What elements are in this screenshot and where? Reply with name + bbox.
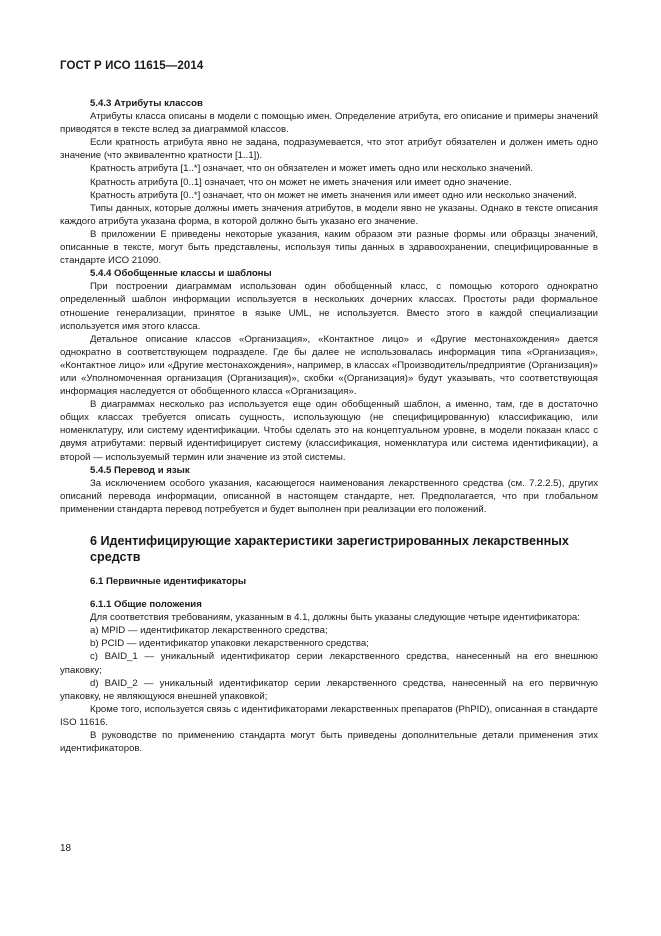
page-content [60, 97, 598, 755]
list-item: b) PCID — идентификатор упаковки лекарственного средства; [90, 638, 369, 650]
paragraph: Кратность атрибута [0..1] означает, что он может не иметь значения или имеет одно значение. [90, 176, 512, 188]
section-heading-6: 6 Идентифицирующие характеристики зарегистрированных лекарственных средств [90, 534, 569, 564]
section-heading-5-4-3: 5.4.3 Атрибуты классов [90, 98, 203, 109]
list-item: c) BAID_1 — уникальный идентификатор серии лекарственного средства, нанесенный на его внешнюю упаковку; [60, 651, 598, 676]
section-heading-5-4-4: 5.4.4 Обобщенные классы и шаблоны [90, 268, 272, 280]
paragraph: Типы данных, которые должны иметь значения атрибутов, в модели явно не указаны. Однако в тексте описания каждого атрибута указана форма, в которой должно быть указано его значение. [60, 202, 598, 227]
list-item: d) BAID_2 — уникальный идентификатор серии лекарственного средства, нанесенный на его первичную упаковку, не являющуюся внешней упаковкой; [60, 677, 598, 702]
section-heading-6-1-1: 6.1.1 Общие положения [90, 599, 202, 611]
paragraph: В диаграммах несколько раз используется еще один обобщенный шаблон, а именно, там, где в достаточно общих классах требуется описать сущность, использующую (не специфицированную) классификацию, или номенклатуру, или систему идентификации. Чтобы сделать это на концептуальном уровне, в модели показан класс с двумя атрибутами: первый идентифицирует систему (классификация, номенклатура или система идентификации), а второй — используемый термин или значение из этой системы. [60, 399, 598, 463]
paragraph: В приложении Е приведены некоторые указания, каким образом эти разные формы или образцы значений, описанные в тексте, могут быть представлены, используя типы данных в здравоохранении, специфицированные в стандарте ИСО 21090. [60, 228, 598, 267]
paragraph: Кратность атрибута [0..*] означает, что он может не иметь значения или имеет одно или несколько значений. [90, 189, 577, 201]
paragraph: Если кратность атрибута явно не задана, подразумевается, что этот атрибут обязателен и должен иметь одно значение (что эквивалентно кратности [1..1]). [60, 137, 598, 162]
section-heading-6-1: 6.1 Первичные идентификаторы [90, 576, 247, 587]
list-item: a) MPID — идентификатор лекарственного средства; [90, 625, 328, 637]
paragraph: При построении диаграммам использован один обобщенный класс, с помощью которого однократно определенный шаблон информации используется в нескольких дочерних классах. Простоты ради формальное отношение генерализации, принятое в языке UML, не используется. Вместо этого в каждой специализации используется имя этого класса. [60, 281, 598, 332]
paragraph: Для соответствия требованиям, указанным в 4.1, должны быть указаны следующие четыре идентификатора: [90, 612, 580, 624]
page-number: 18 [60, 843, 72, 854]
paragraph: Кратность атрибута [1..*] означает, что он обязателен и может иметь одно или несколько значений. [90, 163, 534, 175]
paragraph: Атрибуты класса описаны в модели с помощью имен. Определение атрибута, его описание и примеры значений приводятся в тексте вслед за диаграммой классов. [60, 111, 598, 136]
paragraph: За исключением особого указания, касающегося наименования лекарственного средства (см. 7.2.2.5), других описаний перевода информации, описанной в настоящем стандарте, нет. Предполагается, что при глобальном применении стандарта перевод потребуется и будет выполнен при реализации его положений. [60, 477, 598, 515]
document-header: ГОСТ Р ИСО 11615—2014 [60, 60, 204, 72]
section-heading-5-4-5: 5.4.5 Перевод и язык [90, 464, 190, 476]
paragraph: Кроме того, используется связь с идентификаторами лекарственных препаратов (PhPID), описанная в стандарте ISO 11616. [60, 703, 598, 728]
paragraph: Детальное описание классов «Организация», «Контактное лицо» и «Другие местонахождения» дается однократно в соответствующем подразделе. Где бы далее не использовалась информация типа «Организация», «Контактное лицо» или «Другие местонахождения», например, в классах «Производитель/предприятие (Организация)» или «Уполномоченная организация (Организация)», скобки «(Организация)» будут указывать, что соответствующая информация наследуется от обобщенного класса «Организация». [60, 333, 598, 398]
paragraph: В руководстве по применению стандарта могут быть приведены дополнительные детали применения этих идентификаторов. [60, 730, 598, 755]
